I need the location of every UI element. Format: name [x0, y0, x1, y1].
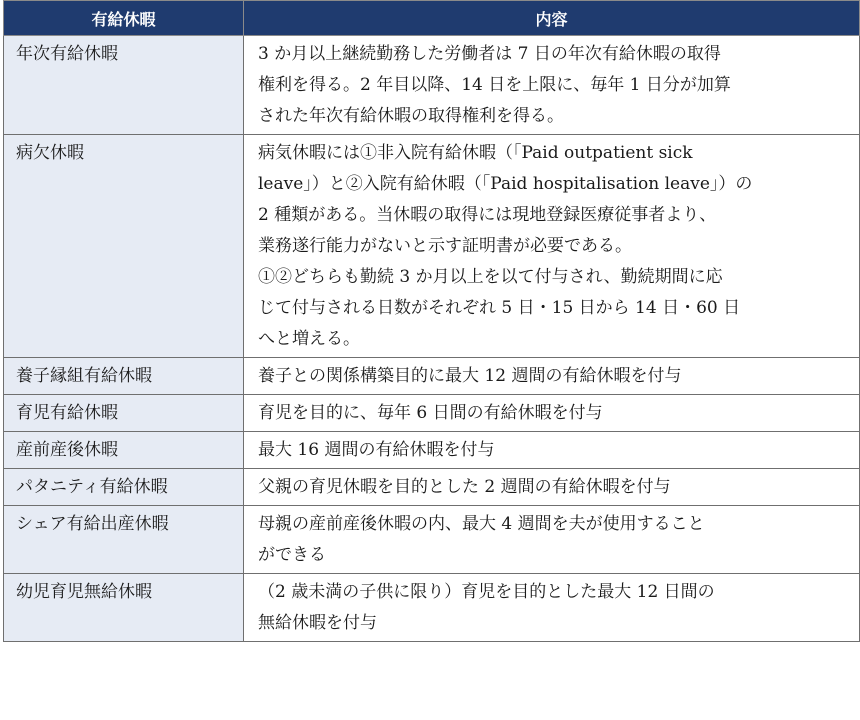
description-line: （2 歳未満の子供に限り）育児を目的とした最大 12 日間の: [258, 582, 715, 602]
description-line: された年次有給休暇の取得権利を得る。: [258, 106, 564, 126]
description-line: 権利を得る。2 年目以降、14 日を上限に、毎年 1 日分が加算: [258, 75, 731, 95]
leave-type-cell: 産前産後休暇: [4, 432, 244, 469]
table-row: [4, 432, 860, 469]
description-line: 2 種類がある。当休暇の取得には現地登録医療従事者より、: [258, 205, 717, 225]
description-line: 父親の育児休暇を目的とした 2 週間の有給休暇を付与: [258, 477, 671, 497]
description-line: ①②どちらも勤続 3 か月以上を以て付与され、勤続期間に応: [258, 267, 723, 287]
leave-type-cell: 病欠休暇: [4, 135, 244, 358]
description-line: へと増える。: [258, 329, 360, 349]
description-line: じて付与される日数がそれぞれ 5 日・15 日から 14 日・60 日: [258, 298, 741, 318]
leave-description-cell: [244, 358, 860, 395]
header-content: 内容: [244, 1, 860, 36]
leave-type-cell: 育児有給休暇: [4, 395, 244, 432]
leave-description-cell: [244, 469, 860, 506]
leave-description-cell: [244, 506, 860, 574]
description-line: 母親の産前産後休暇の内、最大 4 週間を夫が使用すること: [258, 514, 705, 534]
table-row: [4, 469, 860, 506]
table-header-row: [4, 1, 860, 36]
leave-description-cell: [244, 135, 860, 358]
leave-type-cell: パタニティ有給休暇: [4, 469, 244, 506]
paid-leave-table: [3, 0, 860, 642]
description-line: 無給休暇を付与: [258, 613, 377, 633]
description-line: leave」）と②入院有給休暇（「Paid hospitalisation leave」）の: [258, 174, 753, 194]
leave-description-cell: [244, 395, 860, 432]
leave-description-cell: [244, 574, 860, 642]
description-line: 最大 16 週間の有給休暇を付与: [258, 440, 495, 460]
header-leave-type: 有給休暇: [4, 1, 244, 36]
table-row: [4, 135, 860, 358]
description-line: 3 か月以上継続勤務した労働者は 7 日の年次有給休暇の取得: [258, 44, 721, 64]
leave-type-cell: 幼児育児無給休暇: [4, 574, 244, 642]
description-line: 育児を目的に、毎年 6 日間の有給休暇を付与: [258, 403, 603, 423]
table-row: [4, 358, 860, 395]
description-line: ができる: [258, 545, 326, 565]
table-row: [4, 574, 860, 642]
description-line: 業務遂行能力がないと示す証明書が必要である。: [258, 236, 632, 256]
table-row: [4, 36, 860, 135]
description-line: 病気休暇には①非入院有給休暇（「Paid outpatient sick: [258, 143, 693, 163]
leave-description-cell: [244, 36, 860, 135]
description-line: 養子との関係構築目的に最大 12 週間の有給休暇を付与: [258, 366, 682, 386]
leave-description-cell: [244, 432, 860, 469]
table-row: [4, 395, 860, 432]
leave-table-container: [3, 0, 859, 642]
leave-type-cell: 年次有給休暇: [4, 36, 244, 135]
leave-type-cell: シェア有給出産休暇: [4, 506, 244, 574]
table-row: [4, 506, 860, 574]
leave-type-cell: 養子縁組有給休暇: [4, 358, 244, 395]
